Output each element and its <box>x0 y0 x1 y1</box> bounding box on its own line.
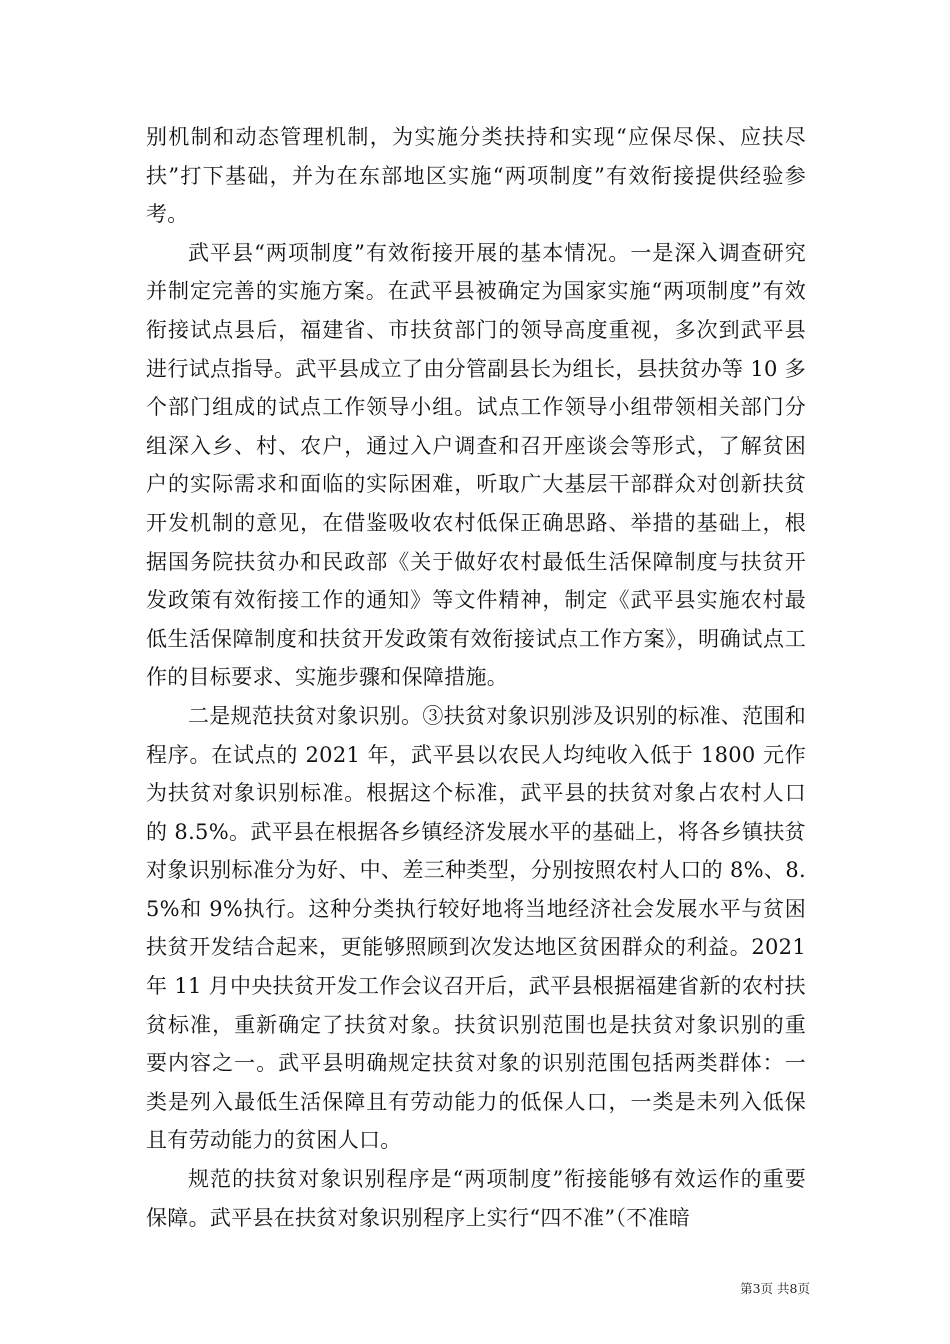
footer-current-page: 3 <box>752 1281 761 1296</box>
page-footer <box>700 1281 810 1297</box>
paragraph-3: 二是规范扶贫对象识别。③扶贫对象识别涉及识别的标准、范围和程序。在试点的 2021 年，武平县以农民人均纯收入低于 1800 元作为扶贫对象识别标准。根据这个标准，武平县的扶贫对象占农村人口的 8.5%。武平县在根据各乡镇经济发展水平的基础上，将各乡镇扶贫对象识别标准分为好、中、差三种类型，分别按照农村人口的 8%、8.5%和 9%执行。这种分类执行较好地将当地经济社会发展水平与贫困扶贫开发结合起来，更能够照顾到次发达地区贫困群众的利益。2021 年 11 月中央扶贫开发工作会议召开后，武平县根据福建省新的农村扶贫标准，重新确定了扶贫对象。扶贫识别范围也是扶贫对象识别的重要内容之一。武平县明确规定扶贫对象的识别范围包括两类群体：一类是列入最低生活保障且有劳动能力的低保人口，一类是未列入低保且有劳动能力的贫困人口。 <box>146 703 806 1153</box>
paragraph-1: 别机制和动态管理机制，为实施分类扶持和实现“应保尽保、应扶尽扶”打下基础，并为在东部地区实施“两项制度”有效衔接提供经验参考。 <box>146 125 806 227</box>
footer-suffix: 页 <box>797 1281 810 1296</box>
body-text <box>146 118 806 1237</box>
footer-middle: 页 共 <box>760 1281 790 1296</box>
footer-prefix: 第 <box>740 1281 753 1296</box>
paragraph-4: 规范的扶贫对象识别程序是“两项制度”衔接能够有效运作的重要保障。武平县在扶贫对象识别程序上实行“四不准”（不准暗 <box>146 1167 806 1230</box>
footer-total-pages: 8 <box>789 1281 798 1296</box>
paragraph-2: 武平县“两项制度”有效衔接开展的基本情况。一是深入调查研究并制定完善的实施方案。在武平县被确定为国家实施“两项制度”有效衔接试点县后，福建省、市扶贫部门的领导高度重视，多次到武平县进行试点指导。武平县成立了由分管副县长为组长，县扶贫办等 10 多个部门组成的试点工作领导小组。试点工作领导小组带领相关部门分组深入乡、村、农户，通过入户调查和召开座谈会等形式，了解贫困户的实际需求和面临的实际困难，听取广大基层干部群众对创新扶贫开发机制的意见，在借鉴吸收农村低保正确思路、举措的基础上，根据国务院扶贫办和民政部《关于做好农村最低生活保障制度与扶贫开发政策有效衔接工作的通知》等文件精神，制定《武平县实施农村最低生活保障制度和扶贫开发政策有效衔接试点工作方案》，明确试点工作的目标要求、实施步骤和保障措施。 <box>146 240 806 690</box>
